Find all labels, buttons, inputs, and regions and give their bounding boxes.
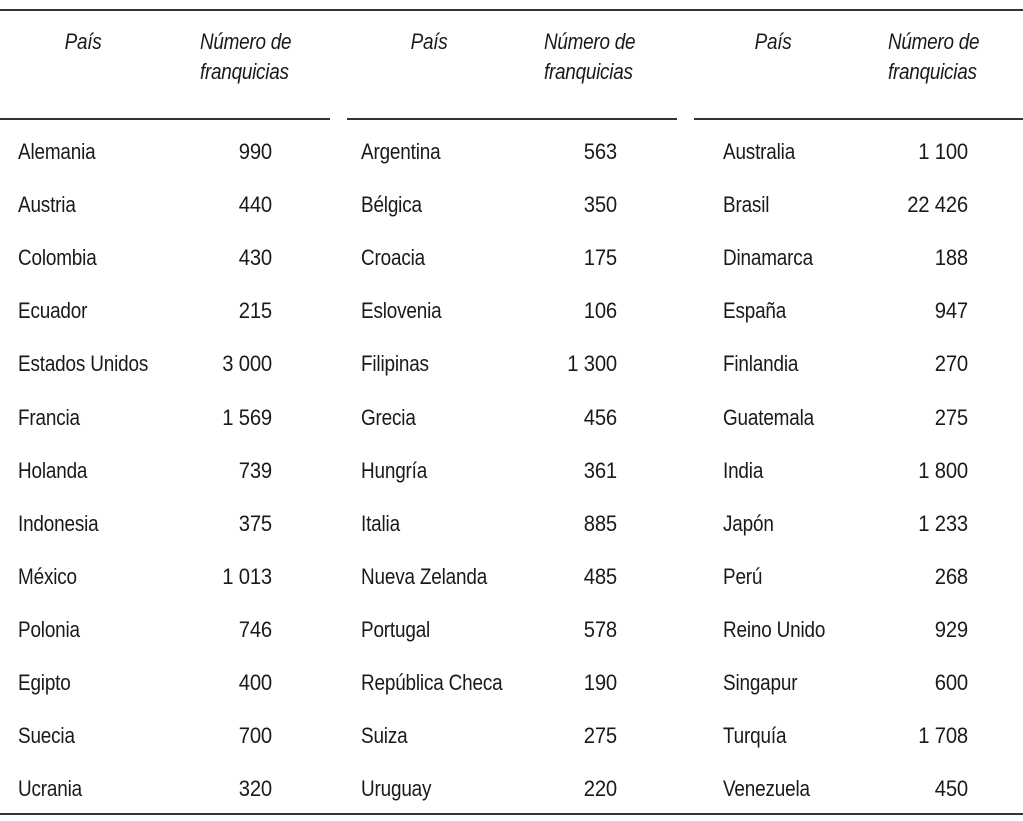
country-name: Colombia — [18, 245, 97, 271]
franchise-count: 275 — [583, 723, 617, 749]
country-name: Uruguay — [361, 776, 432, 802]
country-name: Polonia — [18, 616, 80, 642]
country-name: Holanda — [18, 457, 88, 483]
franchise-count: 485 — [583, 563, 617, 589]
column-header-country: País — [754, 29, 792, 54]
franchise-count: 320 — [238, 776, 272, 802]
country-name: Venezuela — [723, 776, 810, 802]
franchise-count: 215 — [238, 298, 272, 324]
country-name: Dinamarca — [723, 245, 813, 271]
country-name: México — [18, 563, 77, 589]
franchise-count: 3 000 — [222, 351, 272, 377]
franchise-count: 929 — [934, 616, 968, 642]
country-name: Finlandia — [723, 351, 799, 377]
franchise-count: 947 — [934, 298, 968, 324]
franchise-count: 190 — [583, 670, 617, 695]
column-header-country: País — [410, 29, 448, 54]
country-name: República Checa — [361, 670, 503, 695]
country-name: Singapur — [723, 670, 798, 695]
franchise-count: 600 — [934, 670, 968, 695]
country-name: Argentina — [361, 139, 441, 164]
franchise-count: 1 800 — [918, 457, 968, 483]
column-header-line-2: franquicias — [200, 59, 289, 84]
country-name: Portugal — [361, 616, 431, 642]
franchise-count: 220 — [583, 776, 617, 802]
country-name: Filipinas — [361, 351, 429, 377]
franchise-count: 563 — [583, 139, 617, 164]
franchise-count: 739 — [238, 457, 272, 483]
franchise-count: 22 426 — [907, 192, 968, 218]
franchise-count: 1 100 — [918, 139, 968, 164]
franchise-count: 456 — [583, 404, 617, 430]
country-name: Estados Unidos — [18, 351, 149, 377]
country-name: Francia — [18, 404, 80, 430]
country-name: Ucrania — [18, 776, 83, 802]
country-name: Brasil — [723, 192, 770, 218]
country-name: España — [723, 298, 787, 324]
column-header-franchise-count — [888, 27, 979, 87]
franchise-count: 430 — [238, 245, 272, 271]
country-name: Alemania — [18, 139, 96, 164]
country-name: Egipto — [18, 670, 71, 695]
column-header-line-2: franquicias — [544, 59, 633, 84]
column-header-country: País — [64, 29, 102, 54]
country-name: Bélgica — [361, 192, 422, 218]
country-name: Turquía — [723, 723, 787, 749]
country-name: Suiza — [361, 723, 408, 749]
franchise-count: 578 — [583, 616, 617, 642]
franchise-count: 700 — [238, 723, 272, 749]
column-header-franchise-count — [544, 27, 635, 87]
franchise-count: 746 — [238, 616, 272, 642]
column-header-line-1: Número de — [200, 29, 292, 54]
country-name: Grecia — [361, 404, 416, 430]
country-name: Ecuador — [18, 298, 88, 324]
franchise-count: 1 708 — [918, 723, 968, 749]
country-name: Eslovenia — [361, 298, 442, 324]
franchise-count: 270 — [934, 351, 968, 377]
country-name: India — [723, 457, 764, 483]
column-header-line-1: Número de — [888, 29, 980, 54]
franchise-count: 440 — [238, 192, 272, 218]
franchise-count: 106 — [583, 298, 617, 324]
country-name: Perú — [723, 563, 763, 589]
franchise-count: 268 — [934, 563, 968, 589]
country-name: Italia — [361, 510, 400, 536]
header-rule — [0, 118, 330, 120]
country-name: Austria — [18, 192, 76, 218]
column-header-franchise-count — [200, 27, 291, 87]
country-name: Nueva Zelanda — [361, 563, 488, 589]
country-name: Japón — [723, 510, 774, 536]
franchise-count: 1 300 — [567, 351, 617, 377]
header-rule — [347, 118, 677, 120]
franchise-count: 350 — [583, 192, 617, 218]
franchise-count: 361 — [583, 457, 617, 483]
country-name: Guatemala — [723, 404, 815, 430]
country-name: Hungría — [361, 457, 428, 483]
franchise-count: 275 — [934, 404, 968, 430]
table-top-rule — [0, 9, 1023, 11]
franchise-count: 1 233 — [918, 510, 968, 536]
country-name: Indonesia — [18, 510, 99, 536]
table-bottom-rule — [0, 813, 1023, 815]
country-name: Australia — [723, 139, 796, 164]
franchise-count: 188 — [934, 245, 968, 271]
franchise-count: 885 — [583, 510, 617, 536]
franchise-count: 1 569 — [222, 404, 272, 430]
country-name: Reino Unido — [723, 616, 826, 642]
franchise-count: 450 — [934, 776, 968, 802]
header-rule — [694, 118, 1023, 120]
column-header-line-2: franquicias — [888, 59, 977, 84]
column-header-line-1: Número de — [544, 29, 636, 54]
country-name: Croacia — [361, 245, 426, 271]
franchise-count: 175 — [583, 245, 617, 271]
country-name: Suecia — [18, 723, 75, 749]
franchise-count: 990 — [238, 139, 272, 164]
franchise-count: 400 — [238, 670, 272, 695]
franchise-count: 1 013 — [222, 563, 272, 589]
franchise-count: 375 — [238, 510, 272, 536]
